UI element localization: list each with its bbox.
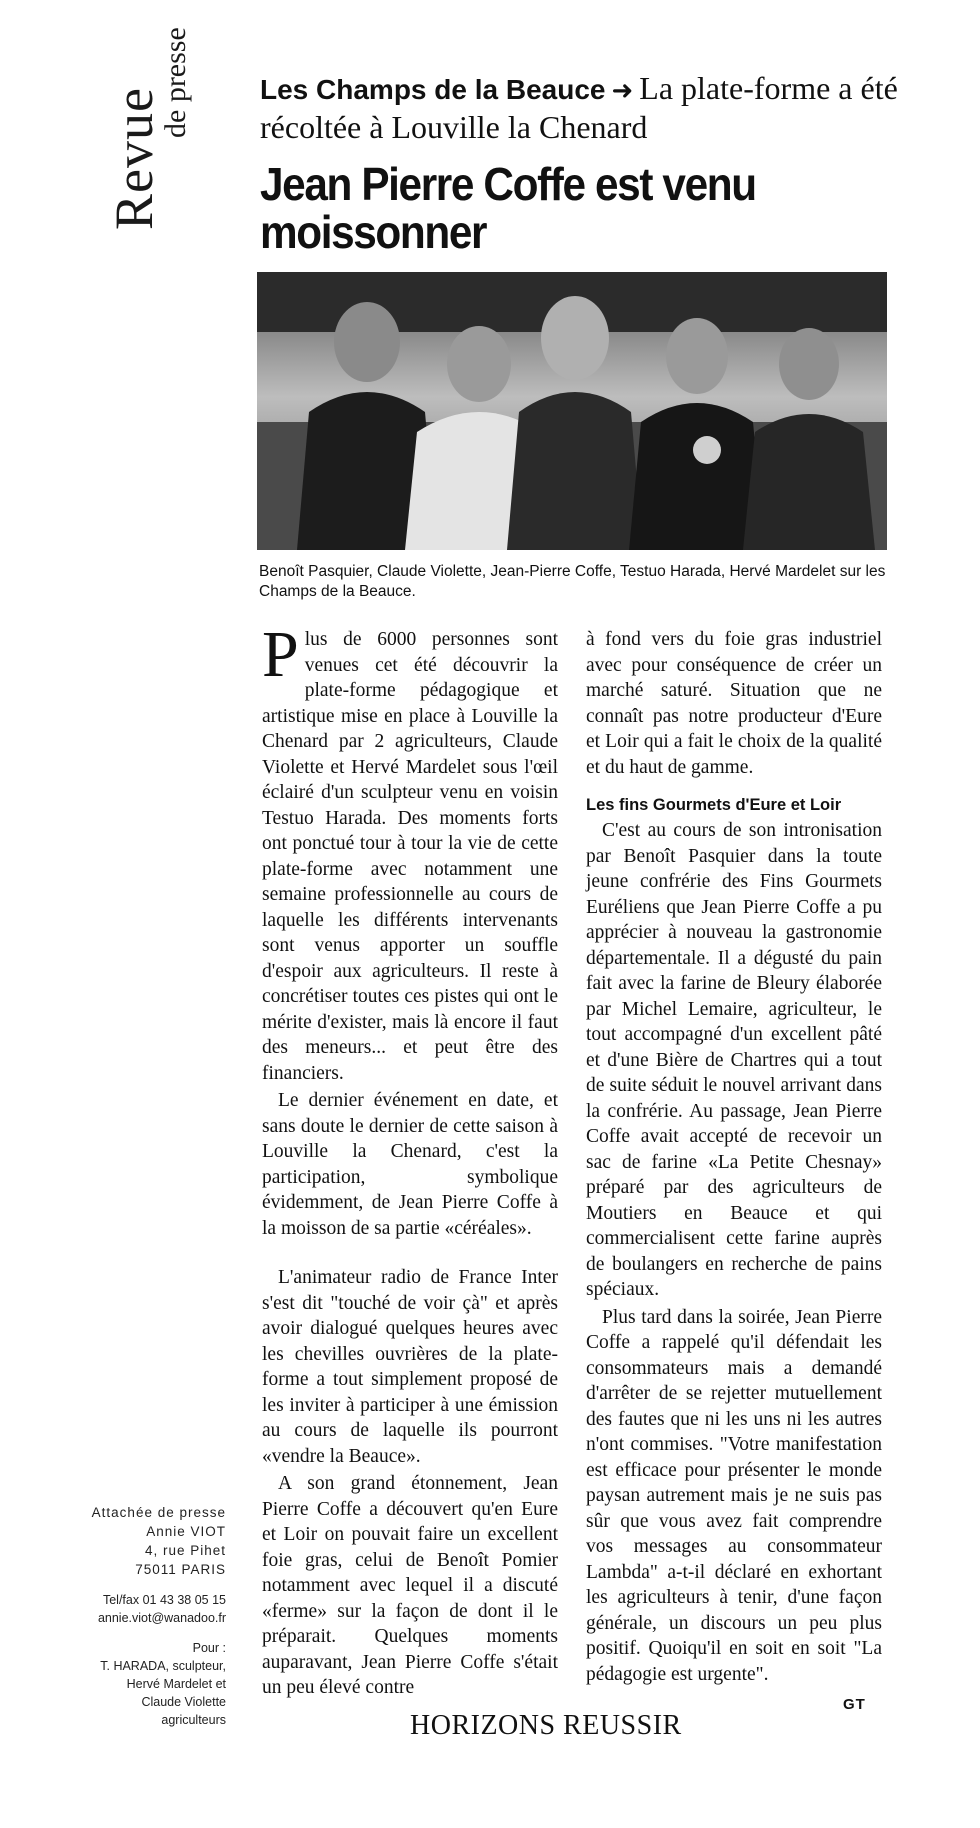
article-photo <box>257 272 887 550</box>
contact-role: Attachée de presse <box>91 1505 226 1520</box>
paragraph: Plus tard dans la soirée, Jean Pierre Coffe a rappelé qu'il défendait les consommateurs mais a demandé d'arrêter de se rejetter mutuellement des fautes que ni les uns ni les autres n'ont commises. "Votre manifestation est efficace pour présenter le monde paysan autrement mais je ne suis pas sûr que vous avez fait comprendre vos messages au consommateur Lambda" a-t-il déclaré en exhortant les agriculteurs à tenir, d'une façon générale, un discours un peu plus positif. Quoiqu'il en soit en soit "La pédagogie est urgente". <box>586 1306 882 1685</box>
photo-caption: Benoît Pasquier, Claude Violette, Jean-Pierre Coffe, Testuo Harada, Hervé Mardelet sur les Champs de la Beauce. <box>259 563 886 600</box>
contact-city: 75011 PARIS <box>135 1562 226 1577</box>
kicker-topic: Les Champs de la Beauce <box>260 74 606 105</box>
paragraph-text: lus de 6000 personnes sont venues cet été découvrir la plate-forme pédagogique et artistique mise en place à Louville la Chenard par 2 agriculteurs, Claude Violette et Hervé Mardelet sous l'œil éclairé d'un sculpteur venu en voisin Testuo Harada. Des moments forts ont ponctué tour à tour la vie de cette plate-forme avec notamment une semaine professionnelle au cours de laquelle les différents intervenants sont venus apporter un souffle d'espoir aux agriculteurs. Il reste à concrétiser toutes ces pistes qui ont le mérite d'exister, mais là encore il faut des meneurs... et peut être des financiers. <box>262 629 558 1084</box>
paragraph: Le dernier événement en date, et sans doute le dernier de cette saison à Louville la Chenard, c'est la participation, symbolique évidemment, de Jean Pierre Coffe à la moisson de sa partie «céréales». <box>262 1090 558 1239</box>
kicker-text: La plate-forme a été récoltée à Louville la Chenard <box>260 70 898 145</box>
group-photo-image <box>257 272 887 550</box>
author-signature: GT <box>843 1696 866 1713</box>
paragraph: A son grand étonnement, Jean Pierre Coffe a découvert qu'en Eure et Loir on pouvait faire un excellent foie gras, celui de Benoît Pomier notamment avec lequel il a discuté «ferme» sur la façon de dont il le préparait. Quelques moments auparavant, Jean Pierre Coffe s'était un peu élevé contre <box>262 1473 558 1698</box>
section-subheading: Les fins Gourmets d'Eure et Loir <box>586 796 842 814</box>
contact-for-line: T. HARADA, sculpteur, <box>100 1659 226 1673</box>
banner-revue: Revue <box>104 87 164 230</box>
press-contact-block <box>60 1503 226 1729</box>
contact-for-line: Hervé Mardelet et <box>126 1677 226 1691</box>
article-column-right <box>586 627 882 1687</box>
contact-for-line: Claude Violette <box>141 1695 226 1709</box>
contact-for-line: agriculteurs <box>161 1713 226 1727</box>
paragraph: C'est au cours de son intronisation par Benoît Pasquier dans la toute jeune confrérie des Fins Gourmets Euréliens que Jean Pierre Coffe a pu apprécier à nouveau la gastronomie départementale. Il a dégusté du pain fait avec la farine de Bleury élaborée par Michel Lemaire, agriculteur, le tout accompagné d'un excellent pâté et d'une Bière de Chartres qui a tout de suite séduit le nouvel arrivant dans la confrérie. Au passage, Jean Pierre Coffe avait accepté de recevoir un sac de farine «La Petite Chesnay» préparé par des agriculteurs de Moutiers en Beauce et qui commercialisent cette farine auprès de boulangers en recherche de pains spéciaux. <box>586 820 882 1300</box>
revue-de-presse-banner <box>104 27 192 230</box>
contact-email: annie.viot@wanadoo.fr <box>97 1611 226 1625</box>
arrow-right-icon: ➜ <box>611 76 634 106</box>
paragraph <box>262 618 558 1086</box>
drop-cap: P <box>262 618 299 691</box>
contact-for-label: Pour : <box>192 1641 226 1655</box>
banner-de-presse: de presse <box>159 27 192 138</box>
article-headline: Jean Pierre Coffe est venu moissonner <box>260 158 756 258</box>
paragraph: à fond vers du foie gras industriel avec pour conséquence de créer un marché saturé. Situation que ne connaît pas notre producteur d'Eure et Loir qui a fait le choix de la qualité et du haut de gamme. <box>586 629 882 778</box>
paragraph: L'animateur radio de France Inter s'est dit "touché de voir çà" et après avoir dialogué quelques heures avec les chevilles ouvrières de la plate-forme a tout simplement proposé de les inviter à participer à une émission au cours de laquelle ils pourront «vendre la Beauce». <box>262 1267 558 1467</box>
article-column-left <box>262 618 558 1701</box>
contact-street: 4, rue Pihet <box>144 1543 226 1558</box>
contact-name: Annie VIOT <box>146 1524 226 1539</box>
article-kicker <box>260 70 900 145</box>
contact-phone: Tel/fax 01 43 38 05 15 <box>102 1593 226 1607</box>
publication-name: HORIZONS REUSSIR <box>410 1710 682 1741</box>
